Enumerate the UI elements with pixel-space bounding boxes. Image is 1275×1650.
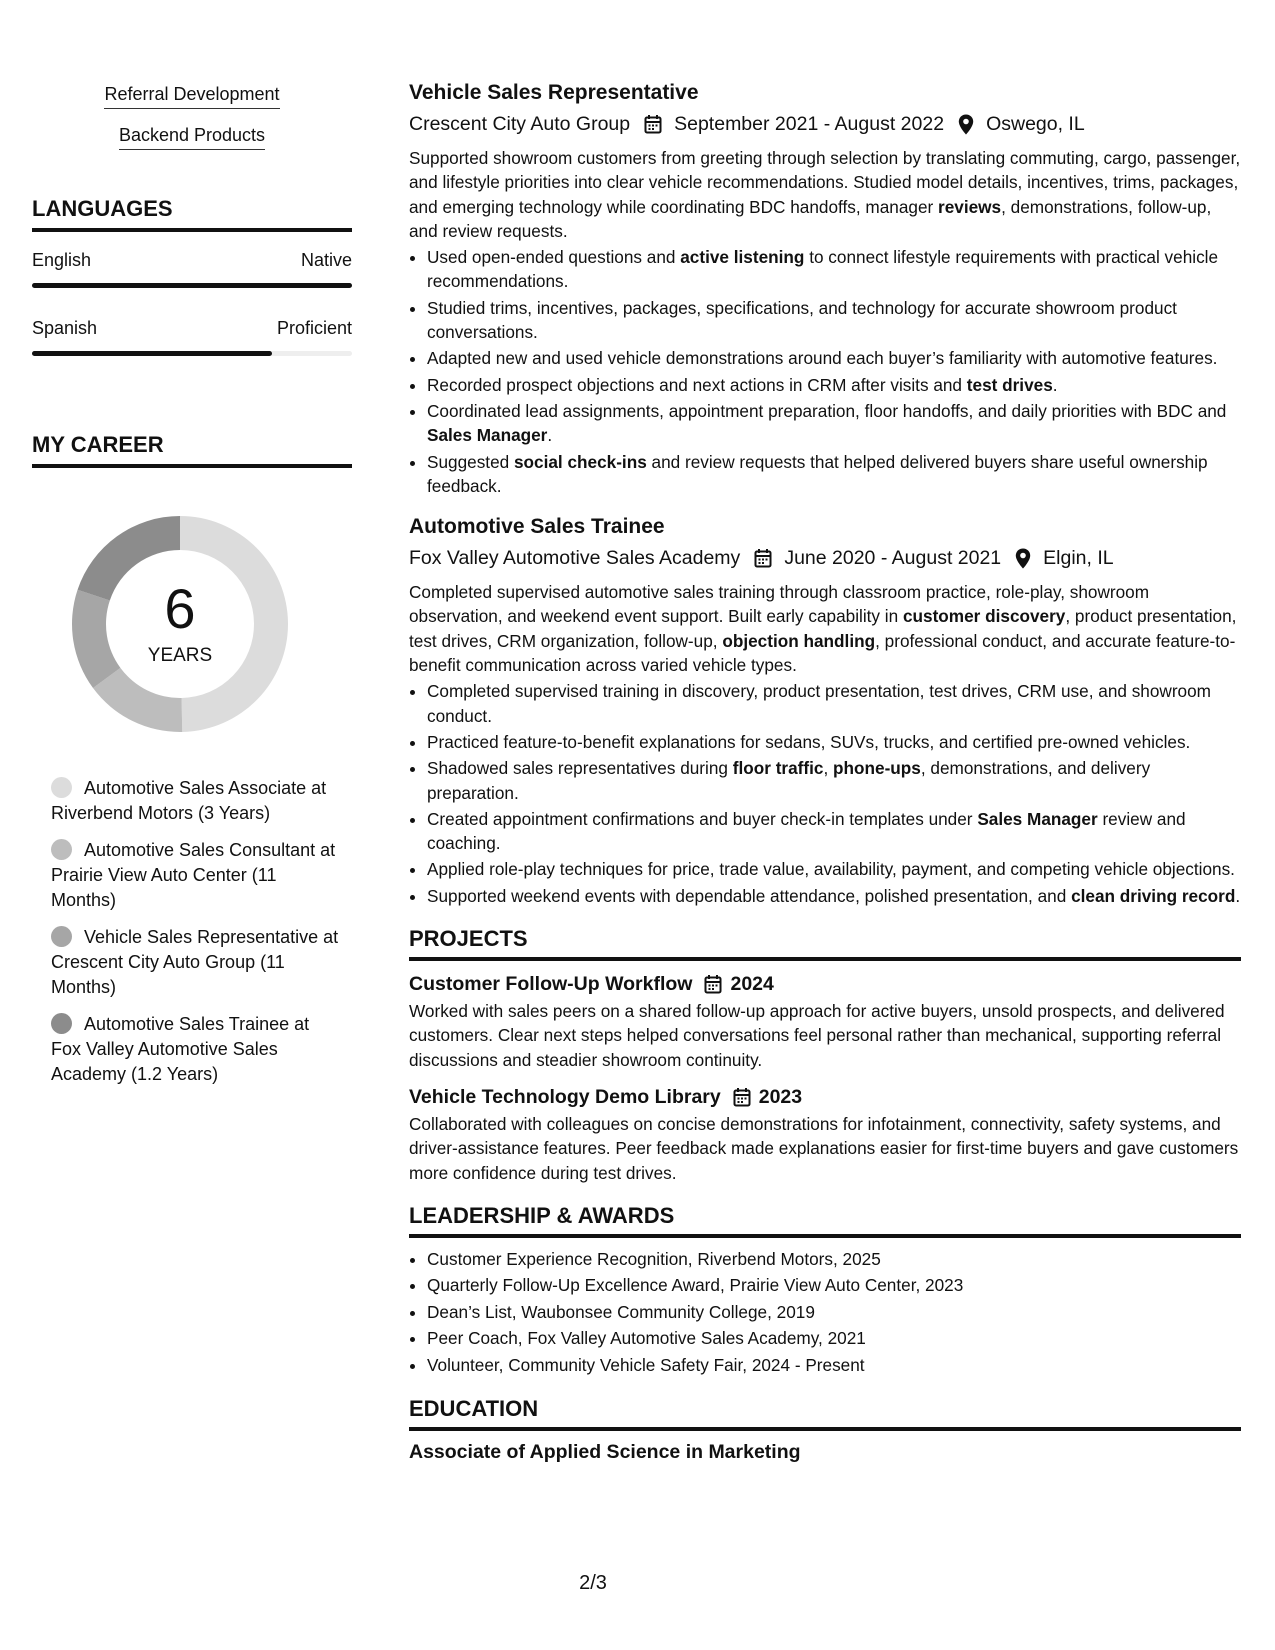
- career-legend-text: Automotive Sales Consultant at Prairie View Auto Center (11 Months): [51, 840, 336, 910]
- map-pin-icon: [958, 114, 974, 135]
- skill-tag: [32, 84, 352, 109]
- project-title-row: [409, 1082, 1241, 1112]
- text-run: Recorded prospect objections and next actions in CRM after visits and: [427, 374, 967, 395]
- text-run: Completed supervised automotive sales training through classroom practice, role-play, showroom observation, and weekend event support. Built early capability in: [409, 582, 1150, 627]
- job-bullet: [427, 373, 1241, 397]
- page-number: 2/3: [579, 1572, 607, 1594]
- career-legend-text: Automotive Sales Associate at Riverbend Motors (3 Years): [51, 778, 327, 823]
- career-legend-item: [51, 838, 341, 913]
- education-heading: EDUCATION: [409, 1396, 1241, 1431]
- text-run: Created appointment confirmations and buyer check-in templates under: [427, 808, 978, 829]
- project-year: 2024: [730, 973, 774, 996]
- text-run: Shadowed sales representatives during: [427, 758, 733, 779]
- language-level: Proficient: [276, 318, 352, 338]
- job-bullet: [427, 450, 1241, 499]
- keyword-text: reviews: [938, 196, 1002, 217]
- keyword-text: objection handling: [722, 630, 876, 651]
- keyword-text: floor traffic: [732, 758, 824, 779]
- text-run: ,: [823, 758, 834, 779]
- career-donut-chart: [64, 508, 296, 740]
- job-bullet: [427, 679, 1241, 728]
- text-run: Adapted new and used vehicle demonstrations around each buyer’s familiarity with automotive features.: [427, 348, 1218, 369]
- job-bullet: [427, 399, 1241, 448]
- career-total: [64, 508, 296, 740]
- job-dates: June 2020 - August 2021: [784, 547, 1002, 570]
- career-legend-item: [51, 776, 341, 826]
- languages-heading: LANGUAGES: [32, 196, 352, 232]
- language-level: Native: [300, 250, 352, 270]
- text-run: .: [1052, 374, 1058, 395]
- calendar-icon: [733, 1087, 751, 1107]
- job-location: Oswego, IL: [986, 113, 1085, 135]
- legend-dot: [51, 926, 72, 947]
- text-run: Supported weekend events with dependable attendance, polished presentation, and: [427, 885, 1072, 906]
- job-company: Crescent City Auto Group: [409, 113, 631, 135]
- text-run: and review requests that helped delivered buyers share useful ownership feedback.: [427, 451, 1208, 496]
- career-total-unit: YEARS: [147, 645, 213, 666]
- language-row: [32, 318, 352, 339]
- job-entry: [409, 512, 1241, 908]
- map-pin-icon: [1015, 548, 1031, 569]
- education-degree: Associate of Applied Science in Marketing: [409, 1441, 801, 1464]
- award-item: • Customer Experience Recognition, Riverbend Motors, 2025: [427, 1246, 1241, 1273]
- job-bullet: [427, 296, 1241, 345]
- job-company: Fox Valley Automotive Sales Academy: [409, 547, 741, 570]
- text-run: , professional conduct, and accurate feature-to-benefit communication across varied vehicle types.: [409, 630, 1236, 676]
- projects-heading: PROJECTS: [409, 926, 1241, 961]
- language-name: Spanish: [32, 318, 98, 338]
- job-bullet: [427, 756, 1241, 805]
- job-meta: [409, 108, 1241, 140]
- text-run: to connect lifestyle requirements with practical vehicle recommendations.: [427, 247, 1219, 292]
- job-bullet: [427, 857, 1241, 881]
- calendar-icon: [754, 548, 772, 568]
- project-description: Collaborated with colleagues on concise demonstrations for infotainment, connectivity, safety systems, and driver-assistance features. Peer feedback made explanations easier for first-time buyers and gave customers more confidence during test drives.: [409, 1113, 1239, 1183]
- job-bullet: [427, 884, 1241, 908]
- main-content: [409, 78, 1241, 1464]
- text-run: .: [1235, 885, 1241, 906]
- career-legend-text: Vehicle Sales Representative at Crescent City Auto Group (11 Months): [51, 927, 339, 997]
- award-item: • Quarterly Follow-Up Excellence Award, Prairie View Auto Center, 2023: [427, 1272, 1241, 1299]
- project-title: Customer Follow-Up Workflow: [409, 973, 693, 996]
- career-legend-text: Automotive Sales Trainee at Fox Valley Automotive Sales Academy (1.2 Years): [51, 1014, 310, 1084]
- job-entry: [409, 78, 1241, 498]
- skill-tag: [32, 125, 352, 150]
- job-dates: September 2021 - August 2022: [674, 113, 945, 135]
- legend-dot: [51, 777, 72, 798]
- keyword-text: customer discovery: [902, 606, 1066, 627]
- awards-list: [409, 1246, 1241, 1379]
- career-legend-item: [51, 1012, 341, 1087]
- project-title: Vehicle Technology Demo Library: [409, 1085, 721, 1108]
- awards-heading: LEADERSHIP & AWARDS: [409, 1203, 1241, 1238]
- project-entry: [409, 969, 1241, 1072]
- career-legend-item: [51, 925, 341, 1000]
- language-bar: [32, 351, 352, 356]
- text-run: Coordinated lead assignments, appointment preparation, floor handoffs, and daily priorities with BDC and: [427, 400, 1227, 421]
- job-title: Automotive Sales Trainee: [409, 515, 665, 539]
- career-legend: [51, 776, 341, 1087]
- legend-dot: [51, 1013, 72, 1034]
- job-bullets: [409, 245, 1241, 498]
- language-name: English: [32, 250, 92, 270]
- award-item: • Dean’s List, Waubonsee Community College, 2019: [427, 1299, 1241, 1326]
- job-bullet: [427, 730, 1241, 754]
- job-bullet: [427, 346, 1241, 370]
- keyword-text: Sales Manager: [427, 425, 548, 446]
- keyword-text: phone-ups: [833, 758, 921, 779]
- skill-tag-label: Backend Products: [119, 125, 265, 150]
- language-bar-fill: [32, 351, 272, 356]
- job-bullets: [409, 679, 1241, 908]
- keyword-text: active listening: [680, 247, 805, 268]
- sidebar: [32, 84, 352, 1099]
- project-year: 2023: [758, 1085, 803, 1108]
- calendar-icon: [704, 974, 722, 994]
- legend-dot: [51, 839, 72, 860]
- job-bullet: [427, 245, 1241, 294]
- text-run: .: [547, 425, 553, 446]
- calendar-icon: [644, 114, 662, 134]
- career-heading: MY CAREER: [32, 432, 352, 468]
- keyword-text: clean driving record: [1071, 885, 1236, 906]
- text-run: , demonstrations, follow-up, and review requests.: [409, 196, 1212, 241]
- award-item: • Volunteer, Community Vehicle Safety Fair, 2024 - Present: [427, 1352, 1241, 1379]
- text-run: , demonstrations, and delivery preparation.: [427, 758, 1151, 803]
- keyword-text: test drives: [966, 374, 1053, 395]
- text-run: Used open-ended questions and: [427, 247, 681, 268]
- project-entry: [409, 1082, 1241, 1185]
- job-bullet: [427, 807, 1241, 856]
- job-meta: [409, 542, 1241, 574]
- skill-tag-label: Referral Development: [104, 84, 279, 109]
- text-run: Practiced feature-to-benefit explanations for sedans, SUVs, trucks, and certified pre-owned vehicles.: [427, 731, 1191, 752]
- text-run: Supported showroom customers from greeting through selection by translating commuting, cargo, passenger, and lifestyle priorities into clear vehicle recommendations. Studied model details, incentives, trims, packages, and emerging technology while coordinating BDC handoffs, manager: [409, 148, 1241, 217]
- project-description: Worked with sales peers on a shared follow-up approach for active buyers, unsold prospects, and delivered customers. Clear next steps helped conversations feel personal rather than mechanical, supporting referral discussions and steadier showroom continuity.: [409, 1001, 1225, 1070]
- job-summary: [409, 146, 1241, 243]
- keyword-text: social check-ins: [513, 451, 647, 472]
- text-run: Completed supervised training in discovery, product presentation, test drives, CRM use, and showroom conduct.: [427, 681, 1211, 726]
- career-total-number: 6: [164, 577, 196, 640]
- text-run: Studied trims, incentives, packages, specifications, and technology for accurate showroom product conversations.: [427, 297, 1177, 343]
- language-bar: [32, 283, 352, 288]
- text-run: Suggested: [427, 451, 514, 472]
- keyword-text: Sales Manager: [977, 808, 1098, 829]
- languages-list: [32, 250, 352, 356]
- language-row: [32, 250, 352, 271]
- job-location: Elgin, IL: [1043, 547, 1114, 570]
- project-title-row: [409, 969, 1241, 999]
- text-run: Applied role-play techniques for price, trade value, availability, payment, and competing vehicle objections.: [427, 859, 1235, 880]
- text-run: review and coaching.: [427, 808, 1186, 854]
- text-run: , product presentation, test drives, CRM organization, follow-up,: [409, 606, 1237, 651]
- job-summary: [409, 580, 1241, 677]
- award-item: • Peer Coach, Fox Valley Automotive Sales Academy, 2021: [427, 1325, 1241, 1352]
- job-title: Vehicle Sales Representative: [409, 81, 699, 104]
- language-bar-fill: [32, 283, 352, 288]
